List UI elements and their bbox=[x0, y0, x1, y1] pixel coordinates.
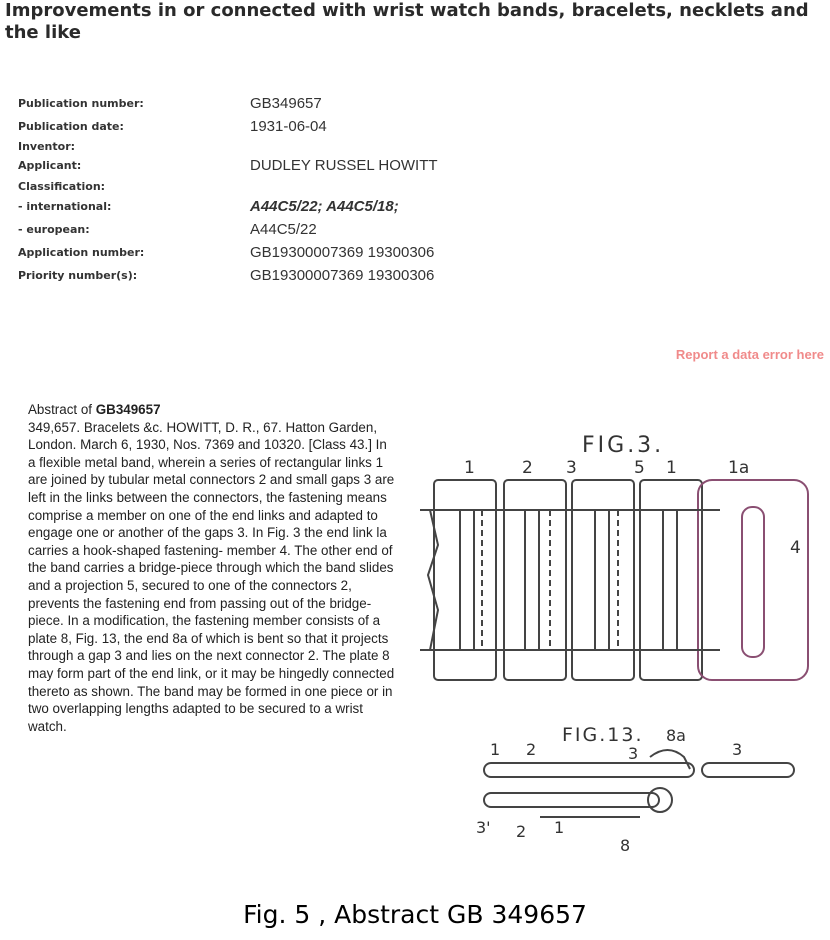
biblio-row-inventor bbox=[18, 138, 438, 154]
fig3-connector bbox=[663, 510, 677, 650]
fig3-label: 5 bbox=[634, 458, 645, 478]
fig13-label: 8 bbox=[620, 836, 631, 855]
fig13-plate-end-8a bbox=[650, 750, 690, 769]
biblio-value: GB349657 bbox=[250, 95, 322, 112]
abstract-heading-number: GB349657 bbox=[95, 402, 161, 417]
fig13-label: 2 bbox=[526, 740, 537, 759]
biblio-value: GB19300007369 19300306 bbox=[250, 267, 435, 284]
biblio-row-publication-date bbox=[18, 115, 438, 138]
fig3-title: FIG.3. bbox=[582, 433, 665, 458]
fig3-label: 1a bbox=[728, 458, 750, 478]
biblio-value: A44C5/22 bbox=[250, 221, 317, 238]
figure-caption: Fig. 5 , Abstract GB 349657 bbox=[243, 900, 587, 929]
biblio-row-application-number bbox=[18, 241, 438, 264]
biblio-value: GB19300007369 19300306 bbox=[250, 244, 435, 261]
biblio-label: Applicant: bbox=[18, 159, 82, 172]
fig13-label: 1 bbox=[490, 740, 501, 759]
fig3-band bbox=[420, 480, 808, 680]
biblio-label: Publication date: bbox=[18, 120, 124, 133]
document-title: Improvements in or connected with wrist watch bands, bracelets, necklets and the like bbox=[5, 0, 809, 43]
fig13-upper-band-continued bbox=[702, 763, 794, 777]
biblio-label: Classification: bbox=[18, 179, 106, 193]
figure-3-drawing bbox=[420, 425, 820, 700]
fig13-label: 1 bbox=[554, 818, 565, 837]
bibliographic-data-table bbox=[18, 92, 438, 287]
biblio-row-priority-number bbox=[18, 264, 438, 287]
figure-13-drawing bbox=[470, 715, 825, 865]
fig13-upper-band bbox=[484, 763, 694, 777]
fig3-label: 1 bbox=[464, 458, 475, 478]
fig13-label: 3 bbox=[732, 740, 743, 759]
biblio-row-publication-number bbox=[18, 92, 438, 115]
fig3-label: 4 bbox=[790, 538, 801, 558]
biblio-row-international bbox=[18, 195, 438, 218]
biblio-label: - international: bbox=[18, 200, 112, 213]
report-data-error-link[interactable]: Report a data error here bbox=[675, 347, 824, 362]
fig3-connector bbox=[595, 510, 609, 650]
biblio-value: A44C5/22; A44C5/18; bbox=[250, 198, 399, 215]
fig13-band bbox=[484, 750, 794, 817]
biblio-label: - european: bbox=[18, 223, 90, 236]
abstract-section bbox=[28, 401, 396, 735]
fig13-label: 3' bbox=[476, 818, 491, 837]
biblio-value bbox=[250, 138, 438, 154]
fig13-title: FIG.13. bbox=[562, 724, 644, 746]
biblio-label: Publication number: bbox=[18, 97, 144, 110]
fig13-label: 2 bbox=[516, 822, 527, 841]
biblio-value: 1931-06-04 bbox=[250, 118, 327, 135]
fig13-lower-band bbox=[484, 793, 659, 807]
fig3-hook-slot bbox=[742, 507, 764, 657]
fig3-label: 3 bbox=[566, 458, 577, 478]
biblio-label: Priority number(s): bbox=[18, 269, 138, 282]
fig3-label: 2 bbox=[522, 458, 533, 478]
biblio-value bbox=[250, 177, 438, 195]
biblio-label: Inventor: bbox=[18, 139, 76, 153]
biblio-row-classification bbox=[18, 177, 438, 195]
biblio-value: DUDLEY RUSSEL HOWITT bbox=[250, 157, 438, 174]
fig3-connector bbox=[525, 510, 539, 650]
fig3-connector bbox=[460, 510, 474, 650]
biblio-label: Application number: bbox=[18, 246, 145, 259]
fig13-label: 8a bbox=[666, 726, 686, 745]
abstract-heading bbox=[28, 401, 396, 419]
abstract-heading-prefix: Abstract of bbox=[28, 402, 93, 417]
biblio-row-european bbox=[18, 218, 438, 241]
fig13-label: 3 bbox=[628, 744, 639, 763]
biblio-row-applicant bbox=[18, 154, 438, 177]
abstract-text: 349,657. Bracelets &c. HOWITT, D. R., 67. Hatton Garden, London. March 6, 1930, Nos. 7369 and 10320. [Class 43.] In a flexible metal band, wherein a series of rectangular links 1 are joined by tubular metal connectors 2 and small gaps 3 are left in the links between the connectors, the fastening means comprise a member on one of the end links and adapted to engage one or another of the gaps 3. In Fig. 3 the end link la carries a hook-shaped fastening- member 4. The other end of the band carries a bridge-piece through which the band slides and a projection 5, secured to one of the connectors 2, prevents the fastening end from passing out of the bridge-piece. In a modification, the fastening member consists of a plate 8, Fig. 13, the end 8a of which is bent so that it projects through a gap 3 and lies on the next connector 2. The plate 8 may form part of the end link, or it may be hingedly connected thereto as shown. The band may be formed in one piece or in two overlapping lengths adapted to be secured to a wrist watch. bbox=[28, 419, 395, 734]
fig3-label: 1 bbox=[666, 458, 677, 478]
